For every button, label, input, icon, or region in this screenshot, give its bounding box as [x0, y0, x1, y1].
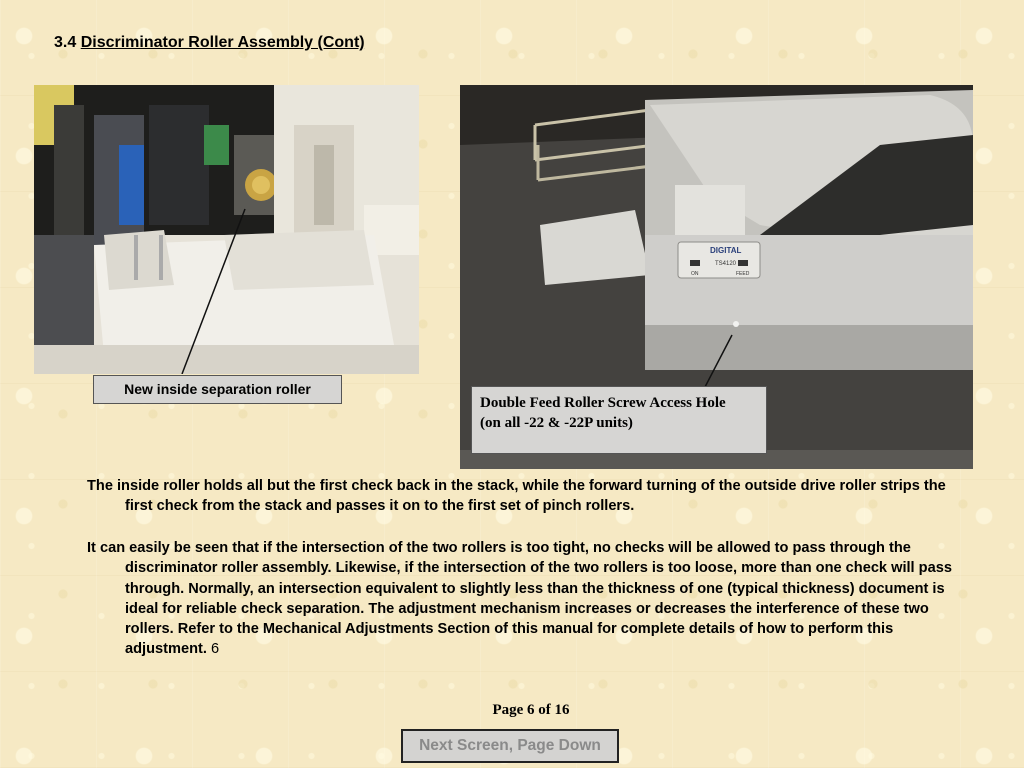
device-feed-label: FEED: [736, 271, 750, 277]
paragraph-roller-function: The inside roller holds all but the first check back in the stack, while the forward turning of the outside drive roller strips the first check from the stack and passes it on to the first set of pinch rollers.: [87, 478, 946, 515]
access-hole-callout-line2: (on all -22 & -22P units): [480, 415, 633, 431]
device-on-label: ON: [691, 271, 699, 277]
next-screen-button[interactable]: Next Screen, Page Down: [401, 729, 619, 763]
page-indicator: [0, 702, 1024, 719]
new-separation-roller-callout: New inside separation roller: [93, 375, 342, 404]
page-total: 16: [554, 702, 570, 718]
page-title: [54, 34, 365, 52]
paragraph-roller-adjustment: It can easily be seen that if the intersection of the two rollers is too tight, no checks will be allowed to pass through the discriminator roller assembly. Likewise, if the intersection of the two rollers is too loose, more than one check will pass through. Normally, an intersection equivalent to slightly less than the thickness of one (typical thickness) document is ideal for reliable check separation. The adjustment mechanism increases or decreases the interference of these two rollers. Refer to the Mechanical Adjustments Section of this manual for complete details of how to perform this adjustment. 6: [87, 540, 952, 658]
section-title: Discriminator Roller Assembly (Cont): [80, 34, 365, 51]
mechanism-photo: [34, 85, 419, 374]
access-hole-callout-line1: Double Feed Roller Screw Access Hole: [480, 395, 726, 411]
page-label: Page 6 of: [492, 702, 551, 718]
device-brand: DIGITAL: [710, 246, 742, 255]
section-number: 3.4: [54, 34, 77, 51]
access-hole-callout: [471, 386, 767, 454]
footnote-number: 6: [206, 641, 220, 658]
device-model: TS4120: [715, 261, 737, 267]
